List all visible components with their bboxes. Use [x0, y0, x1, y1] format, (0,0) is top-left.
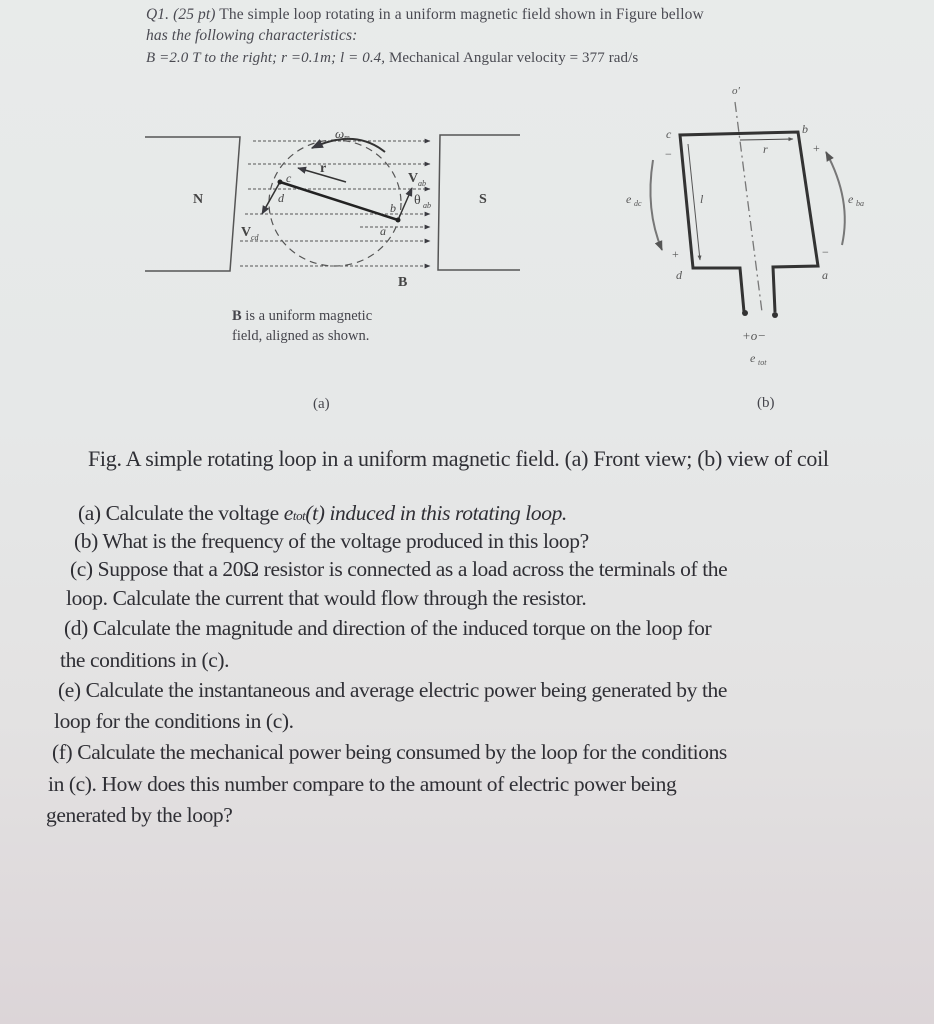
param-omega: Mechanical Angular velocity = 377 rad/s [388, 50, 639, 66]
svg-text:d: d [278, 191, 284, 205]
v-ab-arrow [398, 188, 412, 220]
label-s: S [479, 192, 487, 207]
coil-loop [680, 132, 818, 312]
panel-label-b: (b) [757, 395, 775, 411]
part-d: (d) Calculate the magnitude and direction of the induced torque on the loop for [64, 616, 712, 640]
svg-text:ab: ab [423, 201, 431, 210]
svg-text:+: + [672, 247, 679, 261]
svg-text:tot: tot [758, 358, 767, 367]
question-number: Q1. [146, 6, 170, 23]
svg-text:c: c [666, 127, 672, 141]
svg-text:−: − [822, 245, 829, 259]
svg-text:ab: ab [418, 179, 426, 188]
question-points: (25 pt) [173, 6, 216, 23]
svg-text:θ: θ [414, 193, 421, 208]
panel-label-a: (a) [313, 396, 330, 412]
figure-a-front-view [140, 110, 530, 290]
svg-text:V: V [408, 171, 419, 186]
part-f: (f) Calculate the mechanical power being consumed by the loop for the conditions [52, 740, 727, 764]
part-f-line2: in (c). How does this number compare to the amount of electric power being [48, 772, 677, 796]
figure-a-note: B is a uniform magnetic field, aligned as shown. [232, 308, 373, 344]
r-arrow [740, 139, 793, 140]
figure-caption: Fig. A simple rotating loop in a uniform magnetic field. (a) Front view; (b) view of coil [88, 446, 829, 471]
part-c-line2: loop. Calculate the current that would flow through the resistor. [66, 586, 587, 610]
svg-text:r: r [763, 142, 768, 156]
svg-text:dc: dc [634, 199, 642, 208]
part-e: (e) Calculate the instantaneous and average electric power being generated by the [58, 678, 728, 702]
part-f-line3: generated by the loop? [46, 803, 233, 827]
svg-text:e: e [750, 351, 756, 365]
part-e-line2: loop for the conditions in (c). [54, 709, 294, 733]
svg-text:c: c [286, 171, 292, 185]
svg-text:m: m [344, 133, 350, 142]
svg-text:d: d [676, 268, 682, 282]
question-intro: The simple loop rotating in a uniform magnetic field shown in Figure bellow [219, 6, 704, 23]
question-params [146, 50, 638, 67]
label-field-b: B [398, 275, 408, 290]
svg-text:o′: o′ [732, 85, 740, 97]
param-r: r =0.1m; [281, 50, 337, 66]
question-header-line1 [146, 6, 704, 24]
figure-b-coil-view [620, 80, 880, 380]
label-n: N [193, 192, 204, 207]
svg-text:e: e [626, 192, 632, 206]
svg-text:r: r [320, 161, 327, 176]
question-header-line2 [146, 27, 357, 45]
svg-text:b: b [390, 201, 396, 215]
svg-text:−: − [665, 147, 672, 161]
svg-text:V: V [241, 225, 252, 240]
question-intro-2: has the following characteristics: [146, 27, 358, 44]
svg-text:l: l [700, 192, 704, 206]
svg-text:e: e [848, 192, 854, 206]
svg-text:a: a [380, 224, 386, 238]
svg-text:cd: cd [251, 233, 259, 242]
svg-text:ω: ω [335, 126, 345, 141]
rotation-path [269, 140, 401, 266]
part-a: (a) Calculate the voltage etot(t) induced in this rotating loop. [78, 501, 567, 525]
svg-text:a: a [822, 268, 828, 282]
e-dc-arrow [650, 160, 662, 250]
param-b: B =2.0 T to the right; [146, 50, 278, 66]
e-ba-arrow [826, 152, 845, 245]
svg-text:+: + [813, 141, 820, 155]
svg-text:b: b [802, 122, 808, 136]
terminals-label: +o− [742, 328, 767, 343]
param-l: l = 0.4, [340, 50, 386, 66]
svg-text:ba: ba [856, 199, 864, 208]
part-c: (c) Suppose that a 20Ω resistor is connected as a load across the terminals of the [70, 557, 728, 581]
part-b: (b) What is the frequency of the voltage produced in this loop? [74, 529, 589, 553]
part-d-line2: the conditions in (c). [60, 648, 230, 672]
